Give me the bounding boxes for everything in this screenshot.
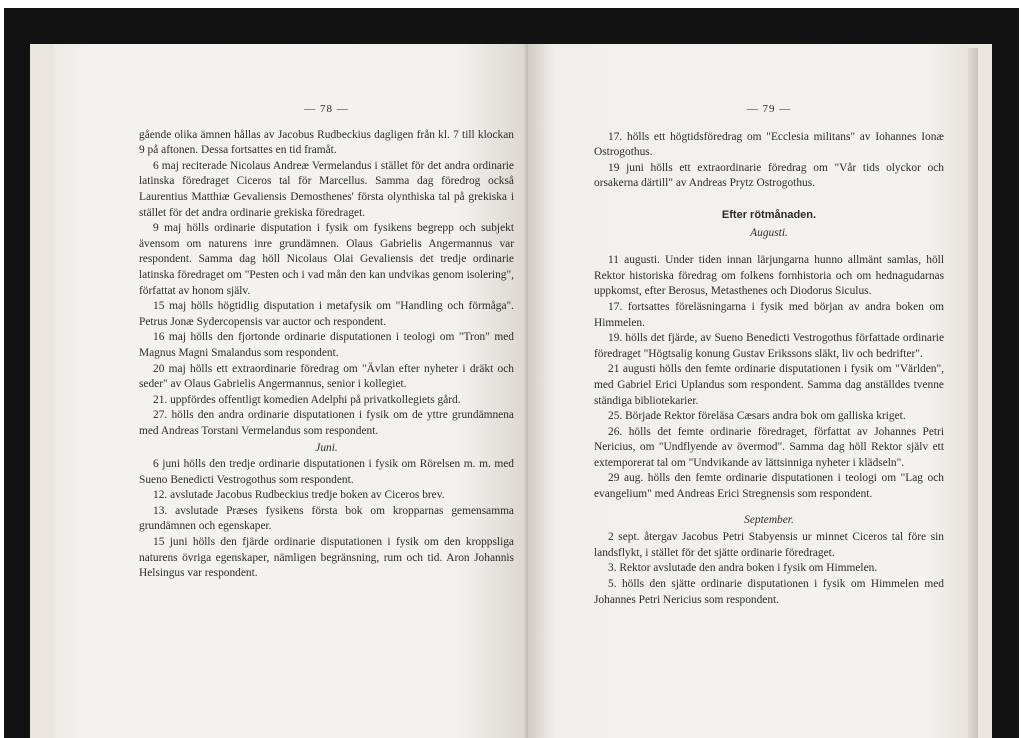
paragraph: 13. avslutade Præses fysikens första bok om kropparnas gemensamma grundämnen och egenskaper. xyxy=(139,504,514,533)
paragraph: 2 sept. återgav Jacobus Petri Stabyensis ur minnet Ciceros tal före sin landsflykt, i stället för det sjätte ordinarie föredraget. xyxy=(594,531,944,559)
month-heading-june: Juni. xyxy=(315,442,338,455)
paragraph: 9 maj hölls ordinarie disputation i fysik om fysikens begrepp och subjekt ävensom om naturens inre grundämnen. Olaus Gabrielis Angermannus var respondent. Samma dag höll Nicolaus Olai Gevaliensis det tredje ordinarie latinska föredraget om "Pesten och i vad mån den kan undvikas genom isolering", författat av honom själv. xyxy=(139,222,514,297)
paragraph: 19 juni hölls ett extraordinarie föredrag om "Vår tids olyckor och orsakerna därtill" av Andreas Prytz Ostrogothus. xyxy=(594,161,944,190)
paragraph: 6 maj reciterade Nicolaus Andreæ Vermelandus i stället för det andra ordinarie latinska föredraget Ciceros tal för Marcellus. Samma dag föredrog också Laurentius Matthiæ Gevaliensis Demosthenes' första olynthiska tal på grekiska i stället för det andra ordinarie grekiska föredraget. xyxy=(139,159,514,219)
paragraph: gående olika ämnen hållas av Jacobus Rudbeckius dagligen från kl. 7 till klockan 9 på aftonen. Dessa fortsattes en tid framåt. xyxy=(139,128,514,157)
section-heading: Efter rötmånaden. xyxy=(721,208,817,221)
paragraph: 12. avslutade Jacobus Rudbeckius tredje boken av Ciceros brev. xyxy=(153,489,445,502)
paragraph: 11 augusti. Under tiden innan lärjungarna hunno allmänt samlas, höll Rektor historiska föredrag om folkens fornhistoria och om hednagudarnas uppkomst, efter Berosus, Metasthenes och Diodorus Siculus. xyxy=(594,254,944,298)
paragraph: 27. hölls den andra ordinarie disputationen i fysik om de yttre grundämnena med Andreas Torstani Vermelandus som respondent. xyxy=(139,409,514,437)
paragraph: 17. fortsattes föreläsningarna i fysik med början av andra boken om Himmelen. xyxy=(594,300,944,329)
page-edge xyxy=(968,48,978,738)
paragraph: 3. Rektor avslutade den andra boken i fysik om Himmelen. xyxy=(608,562,878,575)
paragraph: 15 maj hölls högtidlig disputation i metafysik om "Handling och förmåga". Petrus Jonæ Sydercopensis var auctor och respondent. xyxy=(139,300,514,328)
paragraph: 6 juni hölls den tredje ordinarie disputationen i fysik om Rörelsen m. m. med Sueno Benedicti Vestrogothus som respondent. xyxy=(139,458,514,486)
month-heading-august: Augusti. xyxy=(750,226,788,239)
paragraph: 25. Började Rektor föreläsa Cæsars andra bok om galliska kriget. xyxy=(608,410,906,423)
paragraph: 19. hölls det fjärde, av Sueno Benedicti Vestrogothus författade ordinarie föredraget "Högtsalig konung Gustav Erikssons släkt, liv och bedrifter". xyxy=(594,332,944,360)
right-page-number: — 79 — xyxy=(746,103,792,115)
left-page xyxy=(54,44,530,738)
paragraph: 21 augusti hölls den femte ordinarie disputationen i fysik om "Världen", med Gabriel Erici Uplandus som respondent. Samma dag anställdes tvenne ständiga bibliotekarier. xyxy=(594,363,944,407)
paragraph: 5. hölls den sjätte ordinarie disputationen i fysik om Himmelen med Johannes Petri Nericius som respondent. xyxy=(594,578,944,606)
spacer xyxy=(594,241,944,253)
right-page xyxy=(528,44,968,738)
paragraph: 21. uppfördes offentligt komedien Adelphi på privatkollegiets gård. xyxy=(153,393,461,406)
paragraph: 15 juni hölls den fjärde ordinarie disputationen i fysik om den kroppsliga naturens övriga egenskaper, nämligen begränsning, rum och tid. Aron Johannis Helsingus var respondent. xyxy=(139,536,514,580)
paragraph: 26. hölls det femte ordinarie föredraget, författat av Johannes Petri Nericius, om "Undflyende av övermod". Samma dag höll Rektor själv ett extemporerat tal om "Undvikande av lättsinniga nyheter i klädseln". xyxy=(594,425,944,469)
paragraph: 29 aug. hölls den femte ordinarie disputationen i teologi om "Lag och evangelium" med Andreas Erici Stregnensis som respondent. xyxy=(594,472,944,501)
left-page-number: — 78 — xyxy=(304,103,349,115)
paragraph: 20 maj hölls ett extraordinarie föredrag om "Ävlan efter nyheter i dräkt och seder" av Olaus Gabrielis Angermannus, senior i kollegiet. xyxy=(139,362,514,391)
paragraph: 17. hölls ett högtidsföredrag om "Ecclesia militans" av Iohannes Ionæ Ostrogothus. xyxy=(594,130,944,159)
paragraph: 16 maj hölls den fjortonde ordinarie disputationen i teologi om "Tron" med Magnus Magni Smalandus som respondent. xyxy=(139,331,514,359)
open-book xyxy=(30,44,992,738)
month-heading-september: September. xyxy=(744,513,794,526)
